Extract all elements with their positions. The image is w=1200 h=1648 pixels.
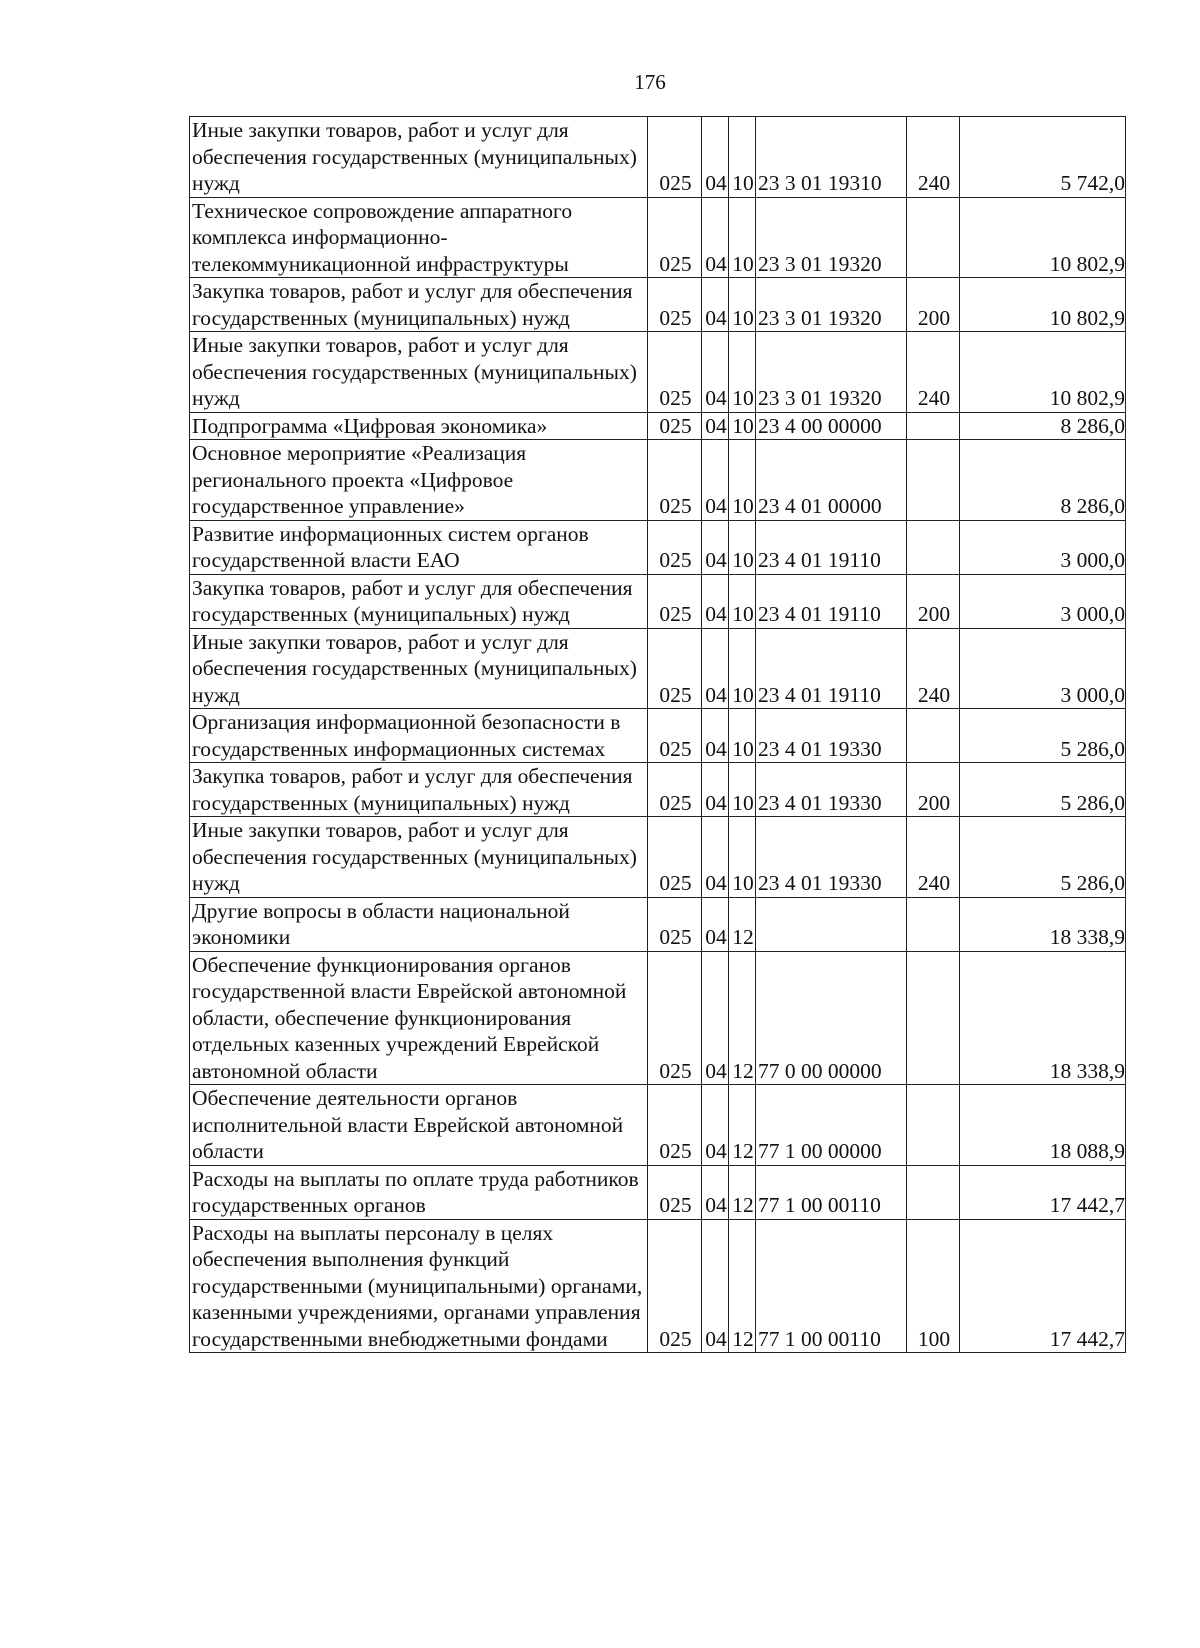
gov-code: 025 bbox=[648, 709, 702, 763]
amount: 18 088,9 bbox=[960, 1085, 1126, 1166]
section-code: 04 bbox=[702, 197, 729, 278]
section-code: 04 bbox=[702, 1085, 729, 1166]
table-row bbox=[190, 1165, 1126, 1219]
expense-type: 200 bbox=[907, 574, 960, 628]
target-article: 23 4 01 19110 bbox=[756, 574, 907, 628]
gov-code: 025 bbox=[648, 197, 702, 278]
target-article: 23 3 01 19310 bbox=[756, 117, 907, 198]
subsection-code: 10 bbox=[729, 278, 756, 332]
expense-type bbox=[907, 412, 960, 440]
row-name: Иные закупки товаров, работ и услуг для обеспечения государственных (муниципальных) нужд bbox=[190, 332, 648, 413]
gov-code: 025 bbox=[648, 628, 702, 709]
section-code: 04 bbox=[702, 1219, 729, 1353]
section-code: 04 bbox=[702, 897, 729, 951]
target-article: 23 3 01 19320 bbox=[756, 332, 907, 413]
table-row bbox=[190, 412, 1126, 440]
section-code: 04 bbox=[702, 763, 729, 817]
gov-code: 025 bbox=[648, 1165, 702, 1219]
section-code: 04 bbox=[702, 1165, 729, 1219]
target-article: 77 0 00 00000 bbox=[756, 951, 907, 1085]
target-article: 23 4 01 19330 bbox=[756, 817, 907, 898]
row-name: Иные закупки товаров, работ и услуг для обеспечения государственных (муниципальных) нужд bbox=[190, 117, 648, 198]
row-name: Расходы на выплаты по оплате труда работников государственных органов bbox=[190, 1165, 648, 1219]
subsection-code: 10 bbox=[729, 197, 756, 278]
target-article bbox=[756, 897, 907, 951]
subsection-code: 10 bbox=[729, 332, 756, 413]
gov-code: 025 bbox=[648, 440, 702, 521]
row-name: Обеспечение функционирования органов государственной власти Еврейской автономной области, обеспечение функционирования отдельных казенных учреждений Еврейской автономной области bbox=[190, 951, 648, 1085]
row-name: Закупка товаров, работ и услуг для обеспечения государственных (муниципальных) нужд bbox=[190, 763, 648, 817]
table-row bbox=[190, 897, 1126, 951]
amount: 8 286,0 bbox=[960, 440, 1126, 521]
expense-type: 240 bbox=[907, 332, 960, 413]
section-code: 04 bbox=[702, 278, 729, 332]
subsection-code: 10 bbox=[729, 574, 756, 628]
amount: 17 442,7 bbox=[960, 1165, 1126, 1219]
target-article: 77 1 00 00110 bbox=[756, 1165, 907, 1219]
subsection-code: 10 bbox=[729, 412, 756, 440]
gov-code: 025 bbox=[648, 1085, 702, 1166]
section-code: 04 bbox=[702, 117, 729, 198]
row-name: Иные закупки товаров, работ и услуг для обеспечения государственных (муниципальных) нужд bbox=[190, 628, 648, 709]
amount: 18 338,9 bbox=[960, 951, 1126, 1085]
target-article: 23 4 01 19110 bbox=[756, 520, 907, 574]
expense-type bbox=[907, 1165, 960, 1219]
target-article: 23 4 01 19110 bbox=[756, 628, 907, 709]
gov-code: 025 bbox=[648, 897, 702, 951]
gov-code: 025 bbox=[648, 278, 702, 332]
amount: 8 286,0 bbox=[960, 412, 1126, 440]
target-article: 23 4 01 19330 bbox=[756, 709, 907, 763]
amount: 5 286,0 bbox=[960, 763, 1126, 817]
section-code: 04 bbox=[702, 951, 729, 1085]
amount: 3 000,0 bbox=[960, 574, 1126, 628]
row-name: Иные закупки товаров, работ и услуг для обеспечения государственных (муниципальных) нужд bbox=[190, 817, 648, 898]
expense-type: 240 bbox=[907, 117, 960, 198]
amount: 5 286,0 bbox=[960, 709, 1126, 763]
expense-type: 240 bbox=[907, 628, 960, 709]
subsection-code: 10 bbox=[729, 763, 756, 817]
expense-type bbox=[907, 520, 960, 574]
expense-type bbox=[907, 197, 960, 278]
expense-type bbox=[907, 709, 960, 763]
table-row bbox=[190, 1085, 1126, 1166]
expense-type bbox=[907, 1085, 960, 1166]
expense-type bbox=[907, 897, 960, 951]
row-name: Подпрограмма «Цифровая экономика» bbox=[190, 412, 648, 440]
amount: 3 000,0 bbox=[960, 520, 1126, 574]
gov-code: 025 bbox=[648, 574, 702, 628]
row-name: Развитие информационных систем органов государственной власти ЕАО bbox=[190, 520, 648, 574]
section-code: 04 bbox=[702, 817, 729, 898]
row-name: Основное мероприятие «Реализация регионального проекта «Цифровое государственное управление» bbox=[190, 440, 648, 521]
row-name: Организация информационной безопасности в государственных информационных системах bbox=[190, 709, 648, 763]
amount: 10 802,9 bbox=[960, 332, 1126, 413]
gov-code: 025 bbox=[648, 817, 702, 898]
subsection-code: 12 bbox=[729, 1165, 756, 1219]
row-name: Расходы на выплаты персоналу в целях обеспечения выполнения функций государственными (муниципальными) органами, казенными учреждениями, органами управления государственными внебюджетными фондами bbox=[190, 1219, 648, 1353]
section-code: 04 bbox=[702, 520, 729, 574]
budget-table bbox=[189, 116, 1126, 1353]
section-code: 04 bbox=[702, 574, 729, 628]
section-code: 04 bbox=[702, 440, 729, 521]
gov-code: 025 bbox=[648, 117, 702, 198]
table-row bbox=[190, 817, 1126, 898]
amount: 18 338,9 bbox=[960, 897, 1126, 951]
subsection-code: 12 bbox=[729, 897, 756, 951]
amount: 17 442,7 bbox=[960, 1219, 1126, 1353]
expense-type: 240 bbox=[907, 817, 960, 898]
gov-code: 025 bbox=[648, 951, 702, 1085]
table-row bbox=[190, 763, 1126, 817]
table-row bbox=[190, 197, 1126, 278]
expense-type: 200 bbox=[907, 763, 960, 817]
table-row bbox=[190, 709, 1126, 763]
row-name: Другие вопросы в области национальной экономики bbox=[190, 897, 648, 951]
subsection-code: 12 bbox=[729, 1085, 756, 1166]
section-code: 04 bbox=[702, 332, 729, 413]
gov-code: 025 bbox=[648, 1219, 702, 1353]
section-code: 04 bbox=[702, 412, 729, 440]
amount: 5 742,0 bbox=[960, 117, 1126, 198]
subsection-code: 10 bbox=[729, 117, 756, 198]
amount: 10 802,9 bbox=[960, 278, 1126, 332]
table-row bbox=[190, 951, 1126, 1085]
gov-code: 025 bbox=[648, 763, 702, 817]
subsection-code: 10 bbox=[729, 709, 756, 763]
section-code: 04 bbox=[702, 628, 729, 709]
row-name: Закупка товаров, работ и услуг для обеспечения государственных (муниципальных) нужд bbox=[190, 574, 648, 628]
subsection-code: 10 bbox=[729, 440, 756, 521]
row-name: Закупка товаров, работ и услуг для обеспечения государственных (муниципальных) нужд bbox=[190, 278, 648, 332]
subsection-code: 12 bbox=[729, 951, 756, 1085]
subsection-code: 10 bbox=[729, 817, 756, 898]
expense-type bbox=[907, 440, 960, 521]
subsection-code: 10 bbox=[729, 628, 756, 709]
expense-type bbox=[907, 951, 960, 1085]
section-code: 04 bbox=[702, 709, 729, 763]
expense-type: 100 bbox=[907, 1219, 960, 1353]
target-article: 77 1 00 00000 bbox=[756, 1085, 907, 1166]
table-row bbox=[190, 278, 1126, 332]
table-row bbox=[190, 117, 1126, 198]
subsection-code: 12 bbox=[729, 1219, 756, 1353]
expense-type: 200 bbox=[907, 278, 960, 332]
target-article: 23 4 01 00000 bbox=[756, 440, 907, 521]
row-name: Обеспечение деятельности органов исполнительной власти Еврейской автономной области bbox=[190, 1085, 648, 1166]
subsection-code: 10 bbox=[729, 520, 756, 574]
table-row bbox=[190, 440, 1126, 521]
table-row bbox=[190, 628, 1126, 709]
page-number: 176 bbox=[634, 70, 666, 94]
target-article: 23 4 00 00000 bbox=[756, 412, 907, 440]
amount: 3 000,0 bbox=[960, 628, 1126, 709]
gov-code: 025 bbox=[648, 412, 702, 440]
target-article: 23 3 01 19320 bbox=[756, 197, 907, 278]
target-article: 77 1 00 00110 bbox=[756, 1219, 907, 1353]
amount: 10 802,9 bbox=[960, 197, 1126, 278]
table-row bbox=[190, 520, 1126, 574]
gov-code: 025 bbox=[648, 520, 702, 574]
amount: 5 286,0 bbox=[960, 817, 1126, 898]
gov-code: 025 bbox=[648, 332, 702, 413]
target-article: 23 4 01 19330 bbox=[756, 763, 907, 817]
table-row bbox=[190, 332, 1126, 413]
table-row bbox=[190, 574, 1126, 628]
row-name: Техническое сопровождение аппаратного комплекса информационно-телекоммуникационной инфраструктуры bbox=[190, 197, 648, 278]
table-row bbox=[190, 1219, 1126, 1353]
target-article: 23 3 01 19320 bbox=[756, 278, 907, 332]
